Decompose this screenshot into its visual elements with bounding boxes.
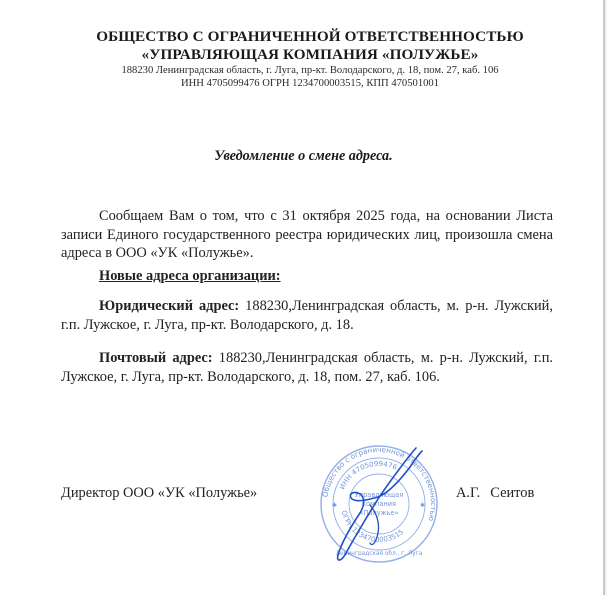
- seal-city-text: Ленинградская обл., г. Луга: [335, 551, 423, 557]
- seal-center-line-2: компания: [362, 500, 396, 508]
- signatory-position: Директор ООО «УК «Полужье»: [61, 485, 258, 501]
- seal-center-line-1: Управляющая: [354, 491, 404, 499]
- postal-address-paragraph: [61, 349, 553, 386]
- notice-paragraph: [61, 207, 553, 263]
- company-seal-stamp: [318, 443, 440, 565]
- org-requisites: ИНН 4705099476 ОГРН 1234700003515, КПП 470501001: [180, 78, 440, 89]
- signatory-surname: Сеитов: [490, 485, 535, 501]
- signatory-name: [456, 485, 534, 502]
- seal-ogrn-ring-text: ОГРН 1234700003515: [339, 509, 406, 545]
- seal-inn-ring-text: ИНН 4705099476: [338, 459, 399, 491]
- org-name-line-2: «УПРАВЛЯЮЩАЯ КОМПАНИЯ «ПОЛУЖЬЕ»: [141, 46, 479, 63]
- letterhead: [60, 28, 560, 90]
- document-title: Уведомление о смене адреса.: [214, 148, 393, 164]
- org-name-line-1: ОБЩЕСТВО С ОГРАНИЧЕННОЙ ОТВЕТСТВЕННОСТЬЮ: [96, 28, 524, 45]
- seal-outer-ring-text: Общество с ограниченной ответственностью: [320, 444, 439, 523]
- seal-center-line-3: «Полужье»: [359, 509, 399, 517]
- seal-star-left: ✱: [332, 502, 338, 509]
- legal-address-paragraph: [61, 297, 553, 334]
- org-address: 188230 Ленинградская область, г. Луга, пр-кт. Володарского, д. 18, пом. 27, каб. 106: [121, 65, 499, 76]
- postal-address-label: Почтовый адрес:: [99, 350, 213, 366]
- new-addresses-heading: Новые адреса организации:: [99, 268, 281, 284]
- postal-address-value: 188230,Ленинградская область, м. р-н. Лужский, г.п. Лужское, г. Луга, пр-кт. Володарского, д. 18, пом. 27, каб. 106.: [61, 350, 553, 385]
- notice-text: Сообщаем Вам о том, что с 31 октября 2025 года, на основании Листа записи Единого государственного реестра юридических лиц, произошла смена адреса в ООО «УК «Полужье».: [61, 208, 553, 261]
- signatory-initials: А.Г.: [456, 485, 481, 501]
- seal-star-right: ✱: [420, 502, 426, 509]
- legal-address-value: 188230,Ленинградская область, м. р-н. Лужский, г.п. Лужское, г. Луга, пр-кт. Володарского, д. 18.: [61, 298, 553, 333]
- legal-address-label: Юридический адрес:: [99, 298, 240, 314]
